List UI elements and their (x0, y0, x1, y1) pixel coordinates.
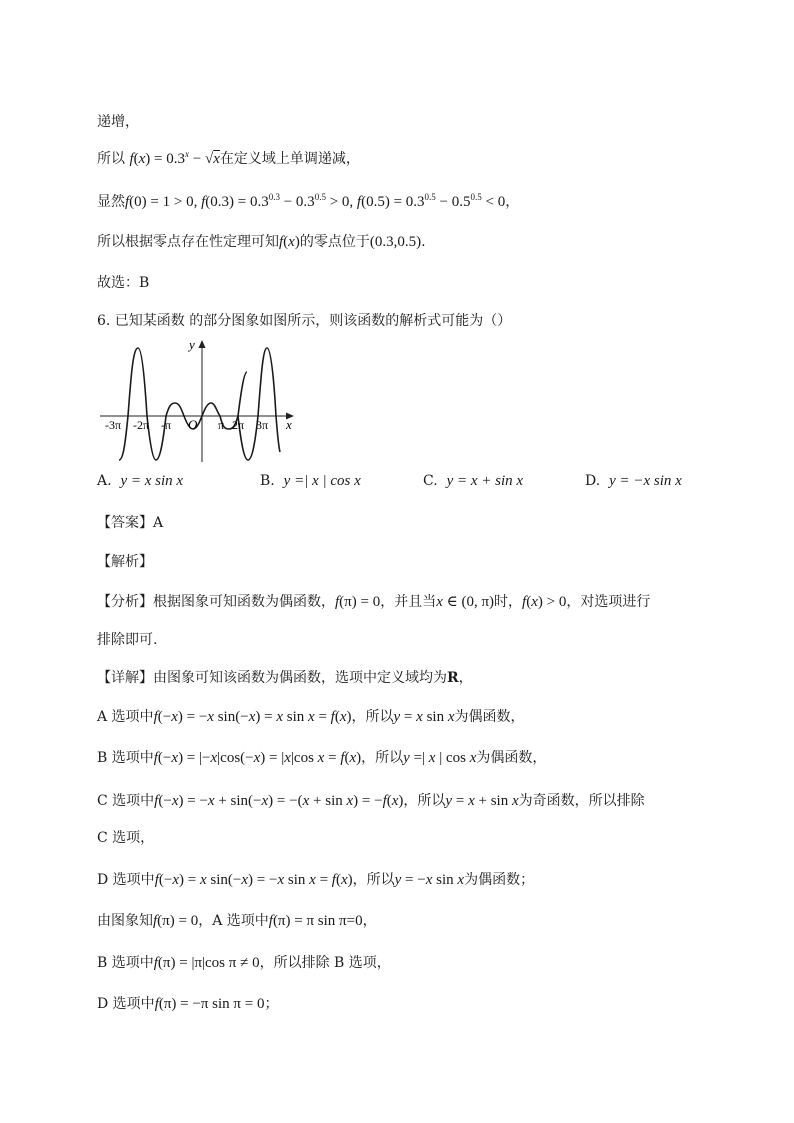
text: 为偶函数； (464, 872, 535, 888)
formula: y =| x | cos x (403, 750, 477, 766)
y-axis-arrow-icon (199, 340, 206, 348)
option-label: D. (585, 473, 601, 489)
formula: y = x + sin x (445, 793, 519, 809)
formula: f(π) = 0 (153, 913, 199, 929)
option-c (423, 473, 523, 490)
text: C 选项中 (97, 793, 155, 809)
question-text: 6. 已知某函数 的部分图象如图所示，则该函数的解析式可能为（） (97, 313, 512, 329)
option-label: B. (260, 473, 275, 489)
formula: f(x) > 0 (522, 594, 567, 610)
text: ，并且当 (380, 594, 437, 610)
tick-label: 3π (256, 418, 269, 432)
text-line (97, 232, 704, 252)
formula: f(0) = 1 > 0, $f(0.3) = 0.3^{0.3} - 0.3^{0.5} > 0$, $f(0.5) = 0.3^{0.5} - 0.5^{0.5} < 0$ (125, 192, 506, 210)
option-label: C. (423, 473, 438, 489)
text-line (97, 953, 704, 973)
text-line (97, 630, 704, 650)
text: . (421, 234, 426, 250)
answer-line (97, 513, 704, 533)
x-label: x (286, 417, 292, 432)
option-expr: y = −x sin x (609, 473, 682, 489)
formula: f(π) = 0 (335, 594, 381, 610)
formula: f(π) = |π|cos π ≠ 0 (153, 955, 260, 971)
text: 的零点位于 (299, 234, 370, 250)
text: 由图象知 (97, 913, 153, 929)
text-line (97, 273, 704, 293)
y-label: y (189, 337, 195, 352)
option-expr: y = x + sin x (446, 473, 524, 489)
tick-label: π (218, 418, 225, 432)
tick-label: -2π (133, 418, 150, 432)
option-b-analysis (97, 748, 704, 768)
option-expr: y =| x | cos x (283, 473, 361, 489)
function-graph (97, 336, 302, 464)
formula: f(π) = −π sin π = 0 (154, 996, 265, 1012)
formula: f(−x) = |−x|cos(−x) = |x|cos x = f(x) (153, 750, 362, 766)
text: ， (362, 913, 377, 929)
option-c-analysis (97, 791, 704, 811)
option-b (260, 473, 361, 490)
text: 在定义域上单调递减， (219, 151, 360, 167)
real-set-symbol: R (447, 670, 459, 686)
option-d (585, 473, 682, 490)
formula: y = x sin x (393, 709, 455, 725)
formula: y = −x sin x (394, 872, 465, 888)
answer-options (97, 473, 697, 495)
text: 【详解】由图象可知该函数为偶函数，选项中定义域均为 (97, 670, 447, 686)
text: ，所以 (361, 750, 404, 766)
formula: f(π) = π sin π=0 (268, 913, 363, 929)
heading-text: 【解析】 (97, 554, 153, 570)
formula: $f(x) = 0.3^x - √x$ (129, 149, 220, 167)
text: 排除即可. (97, 632, 158, 648)
text: ，所以排除 B 选项， (259, 955, 391, 971)
tick-label: -π (161, 418, 172, 432)
text-line (97, 994, 704, 1014)
text-line (97, 149, 704, 169)
text: ，所以 (403, 793, 446, 809)
text: 为偶函数， (454, 709, 525, 725)
formula: f(x) (279, 234, 300, 250)
text: ， (458, 670, 473, 686)
fenxi-line (97, 592, 704, 612)
option-a (97, 473, 183, 490)
text-line (97, 112, 704, 132)
text: D 选项中 (97, 996, 155, 1012)
origin-label: O (188, 417, 198, 432)
text: ，所以 (352, 872, 395, 888)
text: 时， (494, 594, 523, 610)
text-line: 显然f(0) = 1 > 0, $f(0.3) = 0.3^{0.3} - 0.3^{0.5} > 0$, $f(0.5) = 0.3^{0.5} - 0.5^{0.5} < 0$， (97, 192, 520, 210)
tick-label: -3π (105, 418, 122, 432)
analysis-heading (97, 552, 704, 572)
text: ； (264, 996, 279, 1012)
text: 所以 (97, 151, 125, 167)
formula: x ∈ (0, π) (436, 594, 495, 610)
text: 显然 (97, 194, 125, 210)
curve-center (128, 348, 247, 460)
text: 故选：B (97, 275, 150, 291)
text: B 选项中 (97, 955, 154, 971)
tick-label: 2π (232, 418, 245, 432)
xiangjie-line (97, 668, 704, 688)
text-line (97, 828, 704, 848)
answer-text: 【答案】A (97, 515, 164, 531)
option-d-analysis (97, 870, 704, 890)
text: B 选项中 (97, 750, 154, 766)
text: D 选项中 (97, 872, 155, 888)
text: 为奇函数，所以排除 (518, 793, 645, 809)
option-a-analysis (97, 707, 704, 727)
text: ，所以 (351, 709, 394, 725)
text: A 选项中 (97, 709, 154, 725)
text: 为偶函数， (476, 750, 547, 766)
text-line (97, 911, 704, 931)
option-expr: y = x sin x (120, 473, 184, 489)
option-label: A. (97, 473, 112, 489)
text: 递增， (97, 114, 139, 130)
formula: f(−x) = x sin(−x) = −x sin x = f(x) (154, 872, 353, 888)
formula: f(−x) = −x + sin(−x) = −(x + sin x) = −f(x) (154, 793, 404, 809)
text: 所以根据零点存在性定理可知 (97, 234, 279, 250)
question-6 (97, 311, 704, 331)
text: ，对选项进行 (566, 594, 651, 610)
text: 【分析】根据图象可知函数为偶函数， (97, 594, 335, 610)
graph-svg (97, 336, 302, 464)
text: C 选项， (97, 830, 155, 846)
formula: f(−x) = −x sin(−x) = x sin x = f(x) (153, 709, 352, 725)
formula: (0.3,0.5) (369, 234, 422, 250)
text: ，A 选项中 (198, 913, 269, 929)
